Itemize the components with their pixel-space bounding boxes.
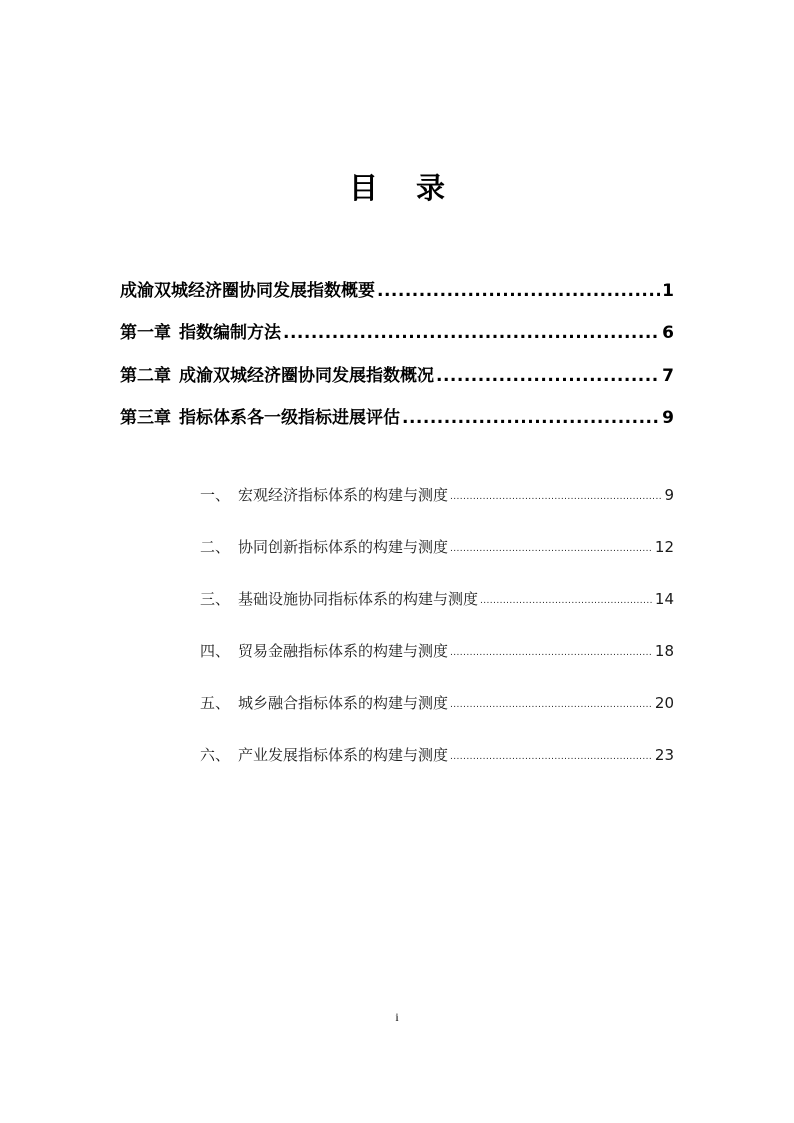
toc-entry-section-3[interactable]	[120, 562, 674, 614]
toc-entry-title: 成渝双城经济圈协同发展指数概要	[120, 280, 375, 301]
toc-entry-section-5[interactable]	[120, 666, 674, 718]
dot-leader	[450, 640, 653, 666]
toc-page-number: 12	[654, 538, 674, 556]
toc-entry-title: 协同创新指标体系的构建与测度	[238, 538, 449, 556]
toc-entry-title: 贸易金融指标体系的构建与测度	[238, 642, 449, 660]
dot-leader	[450, 744, 653, 770]
toc-entry-title: 成渝双城经济圈协同发展指数概况	[179, 365, 434, 386]
toc-entry-section-6[interactable]	[120, 718, 674, 770]
toc-page-number: 14	[654, 590, 674, 608]
toc-entry-section-4[interactable]	[120, 614, 674, 666]
toc-page-number: 7	[662, 365, 674, 386]
toc-page-number: 1	[662, 280, 674, 301]
toc-page-number: 23	[654, 746, 674, 764]
section-number: 六、	[200, 746, 231, 764]
toc-page-number: 6	[662, 323, 674, 343]
table-of-contents	[120, 266, 674, 770]
toc-entry-section-1[interactable]	[120, 458, 674, 510]
toc-entry-title: 城乡融合指标体系的构建与测度	[238, 694, 449, 712]
toc-page-number: 20	[654, 694, 674, 712]
section-number: 一、	[200, 486, 231, 504]
toc-page-number: 18	[654, 642, 674, 660]
toc-entry-title: 指标体系各一级指标进展评估	[179, 408, 400, 428]
dot-leader	[402, 400, 660, 436]
toc-entry-title: 宏观经济指标体系的构建与测度	[238, 486, 449, 504]
dot-leader	[480, 588, 653, 614]
toc-entry-section-2[interactable]	[120, 510, 674, 562]
toc-entry-chapter-1[interactable]	[120, 309, 674, 352]
chapter-number: 第二章	[120, 365, 171, 386]
section-number: 五、	[200, 694, 231, 712]
section-number: 三、	[200, 590, 231, 608]
page-title: 目 录	[348, 171, 460, 205]
toc-entry-summary[interactable]	[120, 266, 674, 309]
toc-page-number: 9	[664, 486, 674, 504]
dot-leader	[450, 536, 653, 562]
chapter-number: 第一章	[120, 323, 171, 343]
toc-page-number: 9	[662, 408, 674, 428]
toc-entry-chapter-3[interactable]	[120, 394, 674, 437]
dot-leader	[436, 358, 660, 394]
toc-entry-title: 产业发展指标体系的构建与测度	[238, 746, 449, 764]
dot-leader	[450, 692, 653, 718]
toc-entry-title: 基础设施协同指标体系的构建与测度	[238, 590, 479, 608]
chapter-number: 第三章	[120, 408, 171, 428]
section-list	[120, 458, 674, 770]
section-number: 二、	[200, 538, 231, 556]
toc-entry-chapter-2[interactable]	[120, 351, 674, 394]
dot-leader	[377, 273, 660, 309]
dot-leader	[283, 315, 660, 351]
dot-leader	[450, 484, 662, 510]
footer-page-number: i	[395, 1010, 399, 1024]
toc-entry-title: 指数编制方法	[179, 323, 281, 343]
section-number: 四、	[200, 642, 231, 660]
